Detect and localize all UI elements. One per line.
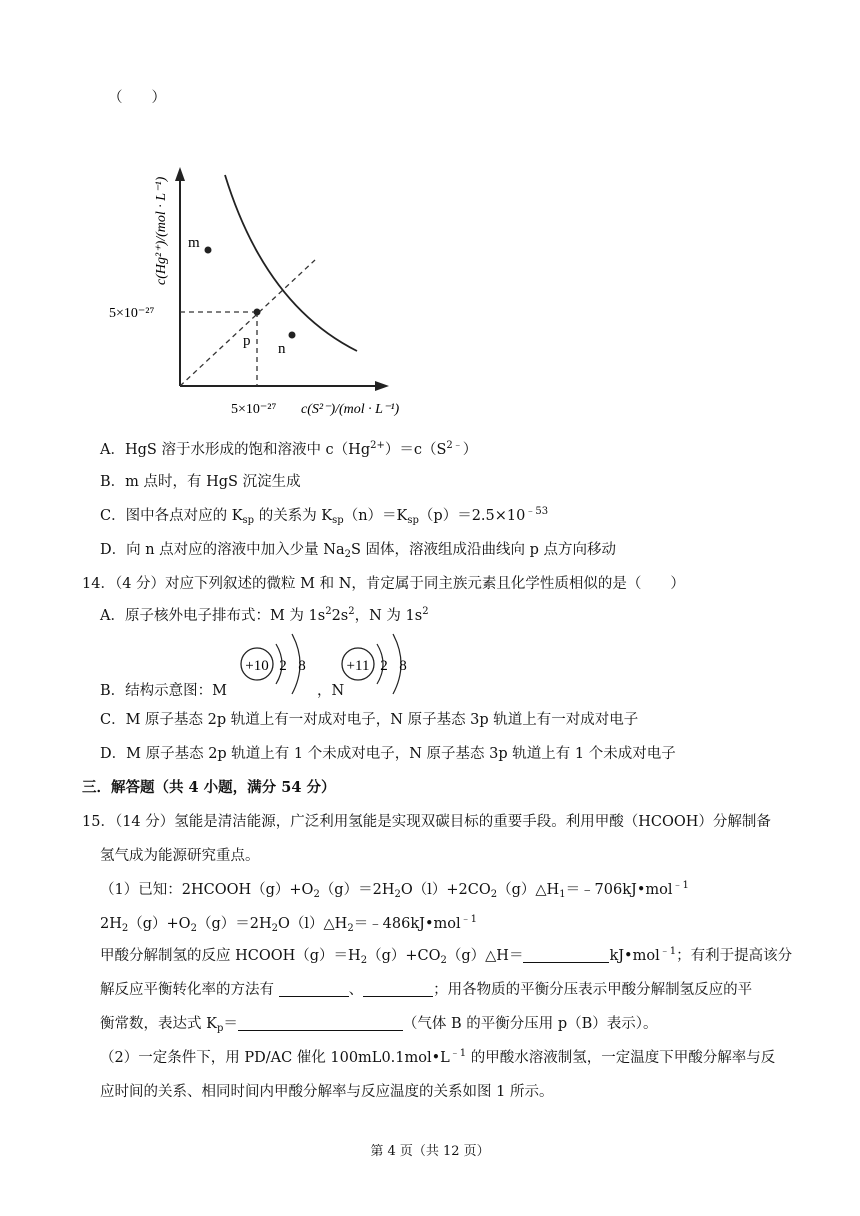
point-p-label: p [243,333,251,349]
q14-option-a[interactable]: A．原子核外电子排布式：M 为 $1s^22s^2$，N 为 $1s^2$ [100,606,429,624]
point-n-label: n [278,341,286,357]
q14-option-b-prefix[interactable]: B．结构示意图：M [100,683,228,699]
page-footer: 第 4 页（共 12 页） [370,1144,490,1159]
q15-stem-line1: 15．（14 分）氢能是清洁能源，广泛利用氢能是实现双碳目标的重要手段。利用甲酸（HCOOH）分解制备 [82,814,771,830]
q15-part1-question1: 甲酸分解制氢的反应 $HCOOH(g)=H_2(g)+CO_2(g)\triangle H=$ kJ•mol$^{﹣1}$；有利于提高该分 [100,946,793,966]
m-shell2-count: 8 [298,658,306,674]
m-nucleus-charge: +10 [245,658,269,674]
point-p-marker [254,309,261,316]
m-shell1-count: 2 [279,658,287,674]
q13-option-b[interactable]: B．m 点时，有 HgS 沉淀生成 [100,474,301,490]
x-axis-label: c(S²⁻)/(mol · L⁻¹) [301,402,400,417]
q13-option-d[interactable]: D．向 n 点对应的溶液中加入少量 $Na_2S$ 固体，溶液组成沿曲线向 p 点方向移动 [100,542,617,560]
q13-option-a[interactable]: A．HgS 溶于水形成的饱和溶液中 $c(Hg^{2+})=c(S^{2﹣})$ [100,440,478,458]
method-blank-2[interactable] [363,980,433,997]
point-n-marker [289,332,296,339]
solubility-graph [95,115,455,425]
q14-option-b-mid: ，N [317,683,345,699]
q14-stem: 14．（4 分）对应下列叙述的微粒 M 和 N，肯定属于同主族元素且化学性质相似的是（ ） [82,576,685,592]
y-tick-label: 5×10⁻²⁷ [109,306,155,321]
q15-part1-question2: 解反应平衡转化率的方法有 、 ；用各物质的平衡分压表示甲酸分解制氢反应的平 [100,982,753,998]
q15-stem-line2: 氢气成为能源研究重点。 [100,848,260,864]
q15-part1-question3: 衡常数，表达式 $K_p=$ （气体 B 的平衡分压用 p（B）表示）。 [100,1016,658,1034]
q15-part2-line2: 应时间的关系、相同时间内甲酸分解率与反应温度的关系如图 1 所示。 [100,1084,554,1100]
section-3-heading: 三．解答题（共 4 小题，满分 54 分） [82,779,336,796]
diagonal-dashed [180,260,315,386]
q14-option-c[interactable]: C．M 原子基态 2p 轨道上有一对成对电子，N 原子基态 3p 轨道上有一对成对电子 [100,712,639,728]
point-m-label: m [188,235,200,251]
y-axis-arrow [175,167,185,181]
q15-part2-line1: （2）一定条件下，用 PD/AC 催化 $100mL0.1mol•L^{﹣1}$ 的甲酸水溶液制氢，一定温度下甲酸分解率与反 [100,1048,776,1066]
q15-part1-equation1: （1）已知：$2HCOOH(g)+O_2(g)=2H_2O(l)+2CO_2(g)\triangle H_1=﹣706kJ•mol^{﹣1}$ [100,880,689,900]
delta-h-blank[interactable] [523,946,609,963]
n-nucleus-charge: +11 [346,658,370,674]
q13-option-c[interactable]: C．图中各点对应的 $K_{sp}$ 的关系为 $K_{sp}(n)=K_{sp}(p)=2.5\times 10^{﹣53}$ [100,506,549,526]
x-axis-arrow [375,381,389,391]
answer-bracket: （ ） [108,90,166,106]
q15-part1-equation2: $2H_2(g)+O_2(g)=2H_2O(l)\triangle H_2=﹣486kJ•mol^{﹣1}$ [100,914,478,934]
n-shell2-count: 8 [399,658,407,674]
y-axis-label: c(Hg²⁺)/(mol · L⁻¹) [154,176,169,285]
method-blank-1[interactable] [279,980,349,997]
q14-option-d[interactable]: D．M 原子基态 2p 轨道上有 1 个未成对电子，N 原子基态 3p 轨道上有 1 个未成对电子 [100,746,676,762]
saturation-curve [225,175,357,351]
kp-expression-blank[interactable] [238,1014,403,1031]
point-m-marker [205,247,212,254]
x-tick-label: 5×10⁻²⁷ [231,402,277,417]
n-shell1-count: 2 [380,658,388,674]
